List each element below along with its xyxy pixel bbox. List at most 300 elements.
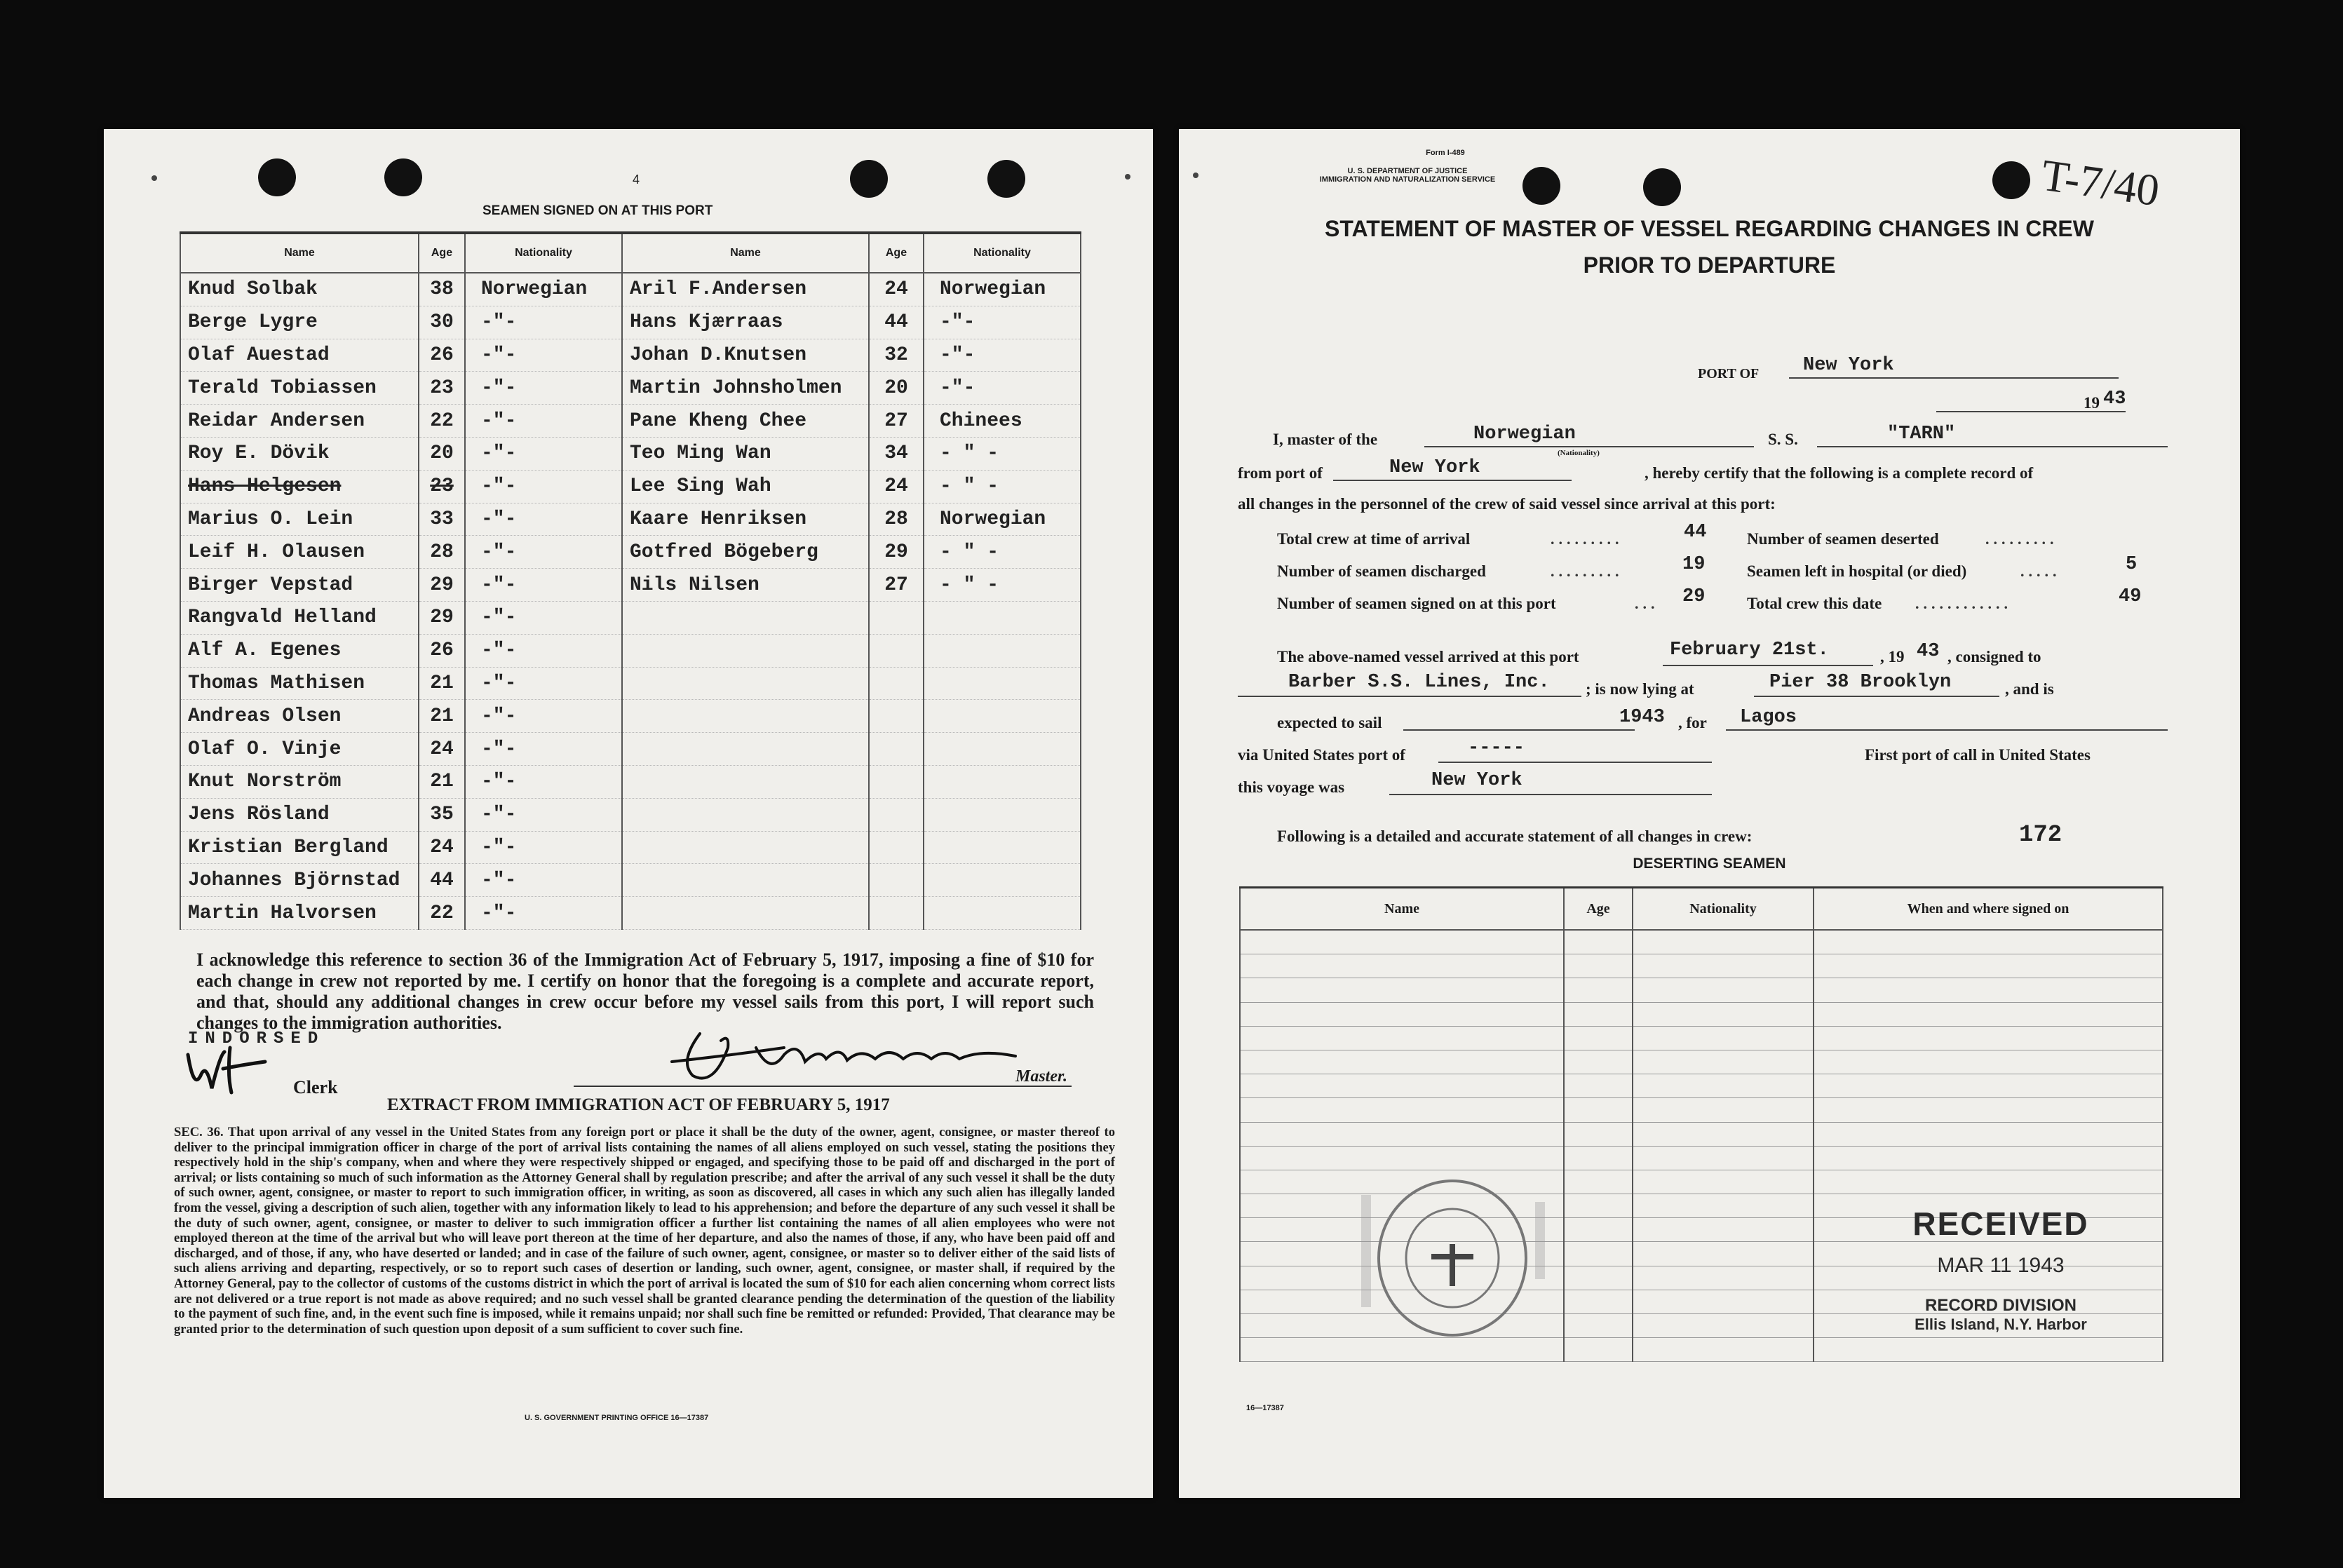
name-cell: Olaf O. Vinje	[180, 733, 419, 766]
empty-cell	[1814, 1146, 2163, 1170]
age-cell	[869, 700, 924, 733]
age-cell: 30	[419, 306, 465, 339]
name-cell: Lee Sing Wah	[622, 470, 869, 503]
empty-cell	[1633, 1098, 1814, 1122]
master-signature-line	[574, 1086, 1072, 1087]
nationality-cell: -"-	[465, 831, 622, 864]
nationality-caption: (Nationality)	[1558, 449, 1600, 457]
empty-cell	[1564, 1338, 1633, 1362]
empty-cell	[1814, 1002, 2163, 1026]
table-row	[1240, 1098, 2163, 1122]
empty-cell	[1240, 978, 1564, 1002]
table-row	[180, 798, 1081, 831]
empty-cell	[1564, 1170, 1633, 1194]
age-cell: 20	[869, 372, 924, 405]
col-nationality: Nationality	[924, 233, 1081, 273]
consignee-value: Barber S.S. Lines, Inc.	[1288, 672, 1550, 693]
handwritten-corner-note: T-7/40	[2038, 149, 2163, 216]
age-cell: 29	[419, 601, 465, 634]
stat-label-total-arrival: Total crew at time of arrival	[1277, 530, 1471, 548]
nationality-value: Norwegian	[1473, 424, 1576, 445]
age-cell: 35	[419, 798, 465, 831]
col-name: Name	[622, 233, 869, 273]
for-label: , for	[1678, 714, 1707, 731]
table-row	[180, 864, 1081, 897]
leader-dots: .........	[1985, 530, 2058, 548]
changes-text: all changes in the personnel of the crew of said vessel since arrival at this port:	[1238, 495, 1776, 513]
immigration-service-round-stamp	[1347, 1167, 1558, 1349]
acknowledgement-text: I acknowledge this reference to section 36 of the Immigration Act of February 5, 1917, imposing a fine of $10 for each change in crew not reported by me. I certify on honor that the foregoing is a complete and accurate report, and that, should any additional changes in crew occur before my vessel sails from this port, I will report such changes to the immigration authorities.	[196, 949, 1094, 1033]
leader-dots: .........	[1551, 562, 1623, 580]
record-division: RECORD DIVISION	[1924, 1296, 2077, 1315]
age-cell	[869, 634, 924, 667]
name-cell: Alf A. Egenes	[180, 634, 419, 667]
empty-cell	[1240, 1122, 1564, 1146]
punch-hole	[850, 160, 888, 198]
stat-value-hospital: 5	[2126, 554, 2138, 575]
name-cell: Nils Nilsen	[622, 569, 869, 602]
age-cell: 24	[419, 831, 465, 864]
empty-cell	[1633, 1074, 1814, 1098]
age-cell: 32	[869, 339, 924, 372]
empty-cell	[1564, 1050, 1633, 1074]
nationality-cell: -"-	[465, 405, 622, 438]
name-cell	[622, 798, 869, 831]
empty-cell	[1240, 1050, 1564, 1074]
page-number: 4	[633, 173, 640, 187]
age-cell	[869, 601, 924, 634]
department-name: U. S. DEPARTMENT OF JUSTICE	[1347, 167, 1468, 175]
table-row	[180, 667, 1081, 700]
stat-value-signed-on: 29	[1682, 586, 1706, 607]
master-of-label: I, master of the	[1273, 431, 1378, 448]
following-label: Following is a detailed and accurate statement of all changes in crew:	[1277, 827, 1753, 845]
empty-cell	[1240, 954, 1564, 978]
punch-hole	[987, 160, 1025, 198]
empty-cell	[1633, 1122, 1814, 1146]
name-cell	[622, 634, 869, 667]
name-cell: Thomas Mathisen	[180, 667, 419, 700]
empty-cell	[1240, 1074, 1564, 1098]
empty-cell	[1564, 930, 1633, 954]
table-row	[180, 372, 1081, 405]
name-cell	[622, 831, 869, 864]
voyage-value: New York	[1431, 770, 1522, 791]
nationality-cell: -"-	[465, 569, 622, 602]
nationality-cell: Norwegian	[465, 273, 622, 306]
empty-cell	[1564, 1074, 1633, 1098]
table-row	[180, 470, 1081, 503]
master-signature	[651, 1020, 1044, 1090]
nationality-cell: Norwegian	[924, 503, 1081, 536]
age-cell: 21	[419, 667, 465, 700]
name-cell: Teo Ming Wan	[622, 437, 869, 470]
empty-cell	[1814, 1098, 2163, 1122]
nationality-cell: - " -	[924, 569, 1081, 602]
age-cell: 29	[869, 536, 924, 569]
empty-cell	[1633, 1314, 1814, 1338]
vessel-name: "TARN"	[1887, 424, 1956, 445]
age-cell: 26	[419, 339, 465, 372]
empty-cell	[1633, 1146, 1814, 1170]
name-cell: Leif H. Olausen	[180, 536, 419, 569]
col-nationality: Nationality	[465, 233, 622, 273]
clerk-initials-signature	[181, 1034, 300, 1097]
empty-cell	[1240, 930, 1564, 954]
right-page	[1179, 129, 2240, 1498]
age-cell: 21	[419, 700, 465, 733]
age-cell: 23	[419, 372, 465, 405]
empty-cell	[1814, 1122, 2163, 1146]
from-port-underline	[1333, 480, 1572, 481]
name-cell: Birger Vepstad	[180, 569, 419, 602]
nationality-cell: - " -	[924, 536, 1081, 569]
empty-cell	[1633, 978, 1814, 1002]
empty-cell	[1633, 1026, 1814, 1050]
speck	[1125, 174, 1130, 180]
empty-cell	[1633, 1338, 1814, 1362]
form-subtitle: PRIOR TO DEPARTURE	[1583, 252, 1836, 278]
speck	[151, 175, 157, 181]
deserting-seamen-title: DESERTING SEAMEN	[1633, 856, 1786, 872]
stat-label-total-date: Total crew this date	[1747, 595, 1882, 612]
age-cell: 20	[419, 437, 465, 470]
extract-title: EXTRACT FROM IMMIGRATION ACT OF FEBRUARY 5, 1917	[387, 1095, 890, 1114]
age-cell: 22	[419, 897, 465, 930]
name-cell: Kristian Bergland	[180, 831, 419, 864]
punch-hole	[1643, 168, 1681, 206]
nationality-cell: -"-	[465, 536, 622, 569]
nationality-cell: -"-	[465, 897, 622, 930]
age-cell	[869, 798, 924, 831]
col-age: Age	[419, 233, 465, 273]
leader-dots: .....	[2020, 562, 2061, 580]
arrived-year: 43	[1917, 641, 1940, 662]
via-label: via United States port of	[1238, 746, 1405, 764]
table-row	[180, 536, 1081, 569]
name-cell	[622, 700, 869, 733]
form-number: Form I-489	[1426, 149, 1465, 157]
empty-cell	[1564, 1218, 1633, 1242]
empty-cell	[1814, 954, 2163, 978]
empty-cell	[1564, 1194, 1633, 1218]
clerk-label: Clerk	[293, 1077, 338, 1097]
stat-value-discharged: 19	[1682, 554, 1706, 575]
nationality-cell: -"-	[465, 306, 622, 339]
empty-cell	[1564, 978, 1633, 1002]
empty-cell	[1633, 1002, 1814, 1026]
age-cell	[869, 733, 924, 766]
table-row	[180, 503, 1081, 536]
empty-cell	[1564, 1314, 1633, 1338]
stat-value-total-arrival: 44	[1684, 522, 1707, 543]
age-cell: 21	[419, 765, 465, 798]
empty-cell	[1240, 1098, 1564, 1122]
name-cell: Terald Tobiassen	[180, 372, 419, 405]
port-value: New York	[1803, 355, 1894, 376]
empty-cell	[1633, 1050, 1814, 1074]
from-port-value: New York	[1389, 457, 1480, 478]
col-name: Name	[1240, 888, 1564, 931]
nationality-cell	[924, 798, 1081, 831]
nationality-cell: -"-	[465, 864, 622, 897]
leader-dots: ...	[1635, 595, 1659, 612]
stat-label-signed-on: Number of seamen signed on at this port	[1277, 595, 1556, 612]
empty-cell	[1633, 930, 1814, 954]
first-port-label: First port of call in United States	[1865, 746, 2091, 764]
department-header	[1246, 167, 1569, 184]
empty-cell	[1240, 1002, 1564, 1026]
arrived-underline	[1663, 665, 1873, 666]
nationality-cell: -"-	[465, 798, 622, 831]
table-row	[1240, 978, 2163, 1002]
nationality-cell	[924, 667, 1081, 700]
name-cell: Andreas Olsen	[180, 700, 419, 733]
table-row	[180, 569, 1081, 602]
age-cell: 44	[419, 864, 465, 897]
nationality-cell	[924, 765, 1081, 798]
age-cell: 27	[869, 405, 924, 438]
name-cell: Hans Helgesen	[180, 470, 419, 503]
stat-label-discharged: Number of seamen discharged	[1277, 562, 1486, 580]
nationality-cell: Chinees	[924, 405, 1081, 438]
nationality-cell	[924, 700, 1081, 733]
name-cell: Marius O. Lein	[180, 503, 419, 536]
table-row	[1240, 1026, 2163, 1050]
year-value: 43	[2103, 388, 2126, 410]
table-row	[180, 405, 1081, 438]
expected-year: 1943	[1619, 707, 1665, 728]
nationality-cell: - " -	[924, 437, 1081, 470]
ellis-island: Ellis Island, N.Y. Harbor	[1915, 1316, 2087, 1333]
age-cell: 23	[419, 470, 465, 503]
name-cell: Martin Johnsholmen	[622, 372, 869, 405]
table-row	[180, 634, 1081, 667]
nationality-cell	[924, 733, 1081, 766]
table-row	[180, 897, 1081, 930]
name-cell: Martin Halvorsen	[180, 897, 419, 930]
nationality-cell: -"-	[465, 372, 622, 405]
destination-value: Lagos	[1740, 707, 1797, 728]
table-row	[1240, 1122, 2163, 1146]
age-cell: 29	[419, 569, 465, 602]
nationality-cell: -"-	[465, 667, 622, 700]
table-row	[1240, 1074, 2163, 1098]
name-cell: Berge Lygre	[180, 306, 419, 339]
stat-value-total-date: 49	[2119, 586, 2142, 607]
name-cell: Johan D.Knutsen	[622, 339, 869, 372]
name-cell: Jens Rösland	[180, 798, 419, 831]
nationality-cell	[924, 831, 1081, 864]
age-cell: 26	[419, 634, 465, 667]
nationality-cell: - " -	[924, 470, 1081, 503]
nationality-cell: Norwegian	[924, 273, 1081, 306]
nationality-cell	[924, 897, 1081, 930]
name-cell	[622, 765, 869, 798]
table-row	[180, 601, 1081, 634]
age-cell: 38	[419, 273, 465, 306]
via-underline	[1438, 762, 1712, 763]
table-row	[1240, 1050, 2163, 1074]
name-cell	[622, 667, 869, 700]
age-cell: 28	[869, 503, 924, 536]
left-page	[104, 129, 1153, 1498]
age-cell	[869, 831, 924, 864]
table-row	[180, 273, 1081, 306]
voyage-label: this voyage was	[1238, 778, 1345, 796]
name-cell: Pane Kheng Chee	[622, 405, 869, 438]
age-cell: 24	[869, 470, 924, 503]
empty-cell	[1564, 1002, 1633, 1026]
empty-cell	[1814, 1026, 2163, 1050]
nationality-cell: -"-	[465, 437, 622, 470]
name-cell: Kaare Henriksen	[622, 503, 869, 536]
empty-cell	[1633, 1266, 1814, 1290]
empty-cell	[1564, 1242, 1633, 1266]
age-cell: 33	[419, 503, 465, 536]
name-cell: Olaf Auestad	[180, 339, 419, 372]
table-row	[180, 831, 1081, 864]
empty-cell	[1814, 1050, 2163, 1074]
nationality-cell: -"-	[465, 733, 622, 766]
empty-cell	[1564, 1098, 1633, 1122]
voyage-underline	[1389, 794, 1712, 795]
arrived-label: The above-named vessel arrived at this port	[1277, 648, 1579, 665]
nationality-cell: -"-	[465, 765, 622, 798]
name-cell: Roy E. Dövik	[180, 437, 419, 470]
vessel-underline	[1817, 446, 2168, 447]
col-when-where: When and where signed on	[1814, 888, 2163, 931]
name-cell: Reidar Andersen	[180, 405, 419, 438]
empty-cell	[1240, 1026, 1564, 1050]
consignee-underline	[1238, 696, 1581, 697]
arrived-date: February 21st.	[1670, 640, 1829, 661]
nationality-cell: -"-	[924, 339, 1081, 372]
nationality-underline	[1424, 446, 1754, 447]
age-cell	[869, 897, 924, 930]
table-row	[1240, 954, 2163, 978]
from-port-label: from port of	[1238, 464, 1323, 482]
age-cell: 44	[869, 306, 924, 339]
col-nationality: Nationality	[1633, 888, 1814, 931]
received-stamp	[1882, 1205, 2120, 1334]
empty-cell	[1564, 1026, 1633, 1050]
received-date: MAR 11 1943	[1937, 1254, 2065, 1277]
table-row	[180, 306, 1081, 339]
name-cell	[622, 897, 869, 930]
nationality-cell: -"-	[465, 339, 622, 372]
service-name: IMMIGRATION AND NATURALIZATION SERVICE	[1319, 175, 1496, 184]
col-name: Name	[180, 233, 419, 273]
leader-dots: .........	[1551, 530, 1623, 548]
changes-count: 172	[2019, 822, 2062, 849]
nationality-cell: -"-	[924, 306, 1081, 339]
punch-hole	[1992, 161, 2030, 199]
table-row	[180, 437, 1081, 470]
empty-cell	[1814, 1170, 2163, 1194]
empty-cell	[1633, 1194, 1814, 1218]
name-cell	[622, 733, 869, 766]
punch-hole	[258, 158, 296, 196]
indorsed-stamp: INDORSED	[188, 1029, 325, 1048]
stat-label-deserted: Number of seamen deserted	[1747, 530, 1939, 548]
form-title: STATEMENT OF MASTER OF VESSEL REGARDING CHANGES IN CREW	[1325, 216, 2094, 241]
consigned-label: , consigned to	[1947, 648, 2041, 665]
empty-cell	[1814, 930, 2163, 954]
table-row	[180, 733, 1081, 766]
printing-office-line: 16—17387	[1246, 1404, 1284, 1412]
port-underline	[1789, 377, 2119, 379]
name-cell: Aril F.Andersen	[622, 273, 869, 306]
extract-text: SEC. 36. That upon arrival of any vessel in the United States from any foreign port or place it shall be the duty of the owner, agent, consignee, or master thereof to deliver to the principal immigration officer in charge of the port of arrival lists containing the names of all aliens employed on such vessel, stating the positions they respectively hold in the ship's company, when and where they were respectively shipped or engaged, and specifying those to be paid off and discharged in the port of arrival; or lists containing so much of such information as the Attorney General shall by regulation prescribe; and after the arrival of any such vessel it shall be the duty of such owner, agent, consignee, or master to report to such immigration officer, in writing, as soon as discovered, all cases in which any such alien has illegally landed from the vessel, giving a description of such alien, together with any information likely to lead to his apprehension; and before the departure of any such vessel it shall be the duty of such owner, agent, consignee, or master to deliver to such immigration officer a further list containing the names of all alien employees who were not employed thereon at the time of the arrival but who will leave port thereon at the time of her departure, and also the names of those, if any, who have been paid off and discharged, and of those, if any, who have deserted or landed; and in case of the failure of such owner, agent, consignee, or master so to deliver either of the said lists of such aliens arriving and departing, respectively, or so to report such cases of desertion or landing, such owner, agent, consignee, or master shall, if required by the Attorney General, pay to the collector of customs of the customs district in which the port of arrival is located the sum of $10 for each alien concerning whom correct lists are not delivered or a true report is not made as above required; and no such vessel shall be granted clearance pending the determination of the question of the liability to the payment of such fine, and, in the event such fine is imposed, while it remains unpaid; nor shall such fine be remitted or refunded: Provided, That clearance may be granted prior to the determination of such question upon deposit of a sum sufficient to cover such fine.	[174, 1125, 1115, 1337]
nationality-cell: -"-	[924, 372, 1081, 405]
expected-underline	[1403, 729, 1635, 731]
ss-label: S. S.	[1768, 431, 1798, 448]
seamen-signed-on-table	[180, 231, 1081, 930]
lying-label: ; is now lying at	[1586, 680, 1694, 698]
nationality-cell	[924, 601, 1081, 634]
age-cell: 22	[419, 405, 465, 438]
name-cell: Rangvald Helland	[180, 601, 419, 634]
destination-underline	[1726, 729, 2168, 731]
table-row	[180, 765, 1081, 798]
empty-cell	[1564, 954, 1633, 978]
name-cell: Johannes Björnstad	[180, 864, 419, 897]
empty-cell	[1564, 1122, 1633, 1146]
age-cell: 27	[869, 569, 924, 602]
lying-value: Pier 38 Brooklyn	[1769, 672, 1952, 693]
empty-cell	[1814, 1338, 2163, 1362]
age-cell: 34	[869, 437, 924, 470]
name-cell: Hans Kjærraas	[622, 306, 869, 339]
age-cell	[869, 667, 924, 700]
punch-hole	[384, 158, 422, 196]
empty-cell	[1814, 1074, 2163, 1098]
received-text: RECEIVED	[1912, 1205, 2089, 1242]
table-row	[180, 700, 1081, 733]
age-cell	[869, 864, 924, 897]
col-age: Age	[1564, 888, 1633, 931]
section-heading: SEAMEN SIGNED ON AT THIS PORT	[482, 203, 713, 218]
name-cell: Gotfred Bögeberg	[622, 536, 869, 569]
age-cell: 24	[419, 733, 465, 766]
empty-cell	[1814, 978, 2163, 1002]
nationality-cell: -"-	[465, 601, 622, 634]
empty-cell	[1633, 954, 1814, 978]
nationality-cell: -"-	[465, 634, 622, 667]
age-cell: 28	[419, 536, 465, 569]
age-cell: 24	[869, 273, 924, 306]
speck	[1193, 173, 1198, 178]
stat-label-hospital: Seamen left in hospital (or died)	[1747, 562, 1967, 580]
empty-cell	[1633, 1170, 1814, 1194]
name-cell	[622, 864, 869, 897]
empty-cell	[1633, 1218, 1814, 1242]
nationality-cell	[924, 634, 1081, 667]
name-cell: Knut Norström	[180, 765, 419, 798]
arrived-year-prefix: , 19	[1880, 648, 1905, 665]
name-cell: Knud Solbak	[180, 273, 419, 306]
empty-cell	[1633, 1290, 1814, 1313]
table-row	[1240, 930, 2163, 954]
port-label: PORT OF	[1698, 366, 1760, 381]
empty-cell	[1633, 1242, 1814, 1266]
name-cell	[622, 601, 869, 634]
expected-label: expected to sail	[1277, 714, 1382, 731]
table-row	[180, 339, 1081, 372]
empty-cell	[1564, 1290, 1633, 1313]
lying-underline	[1754, 696, 1999, 697]
